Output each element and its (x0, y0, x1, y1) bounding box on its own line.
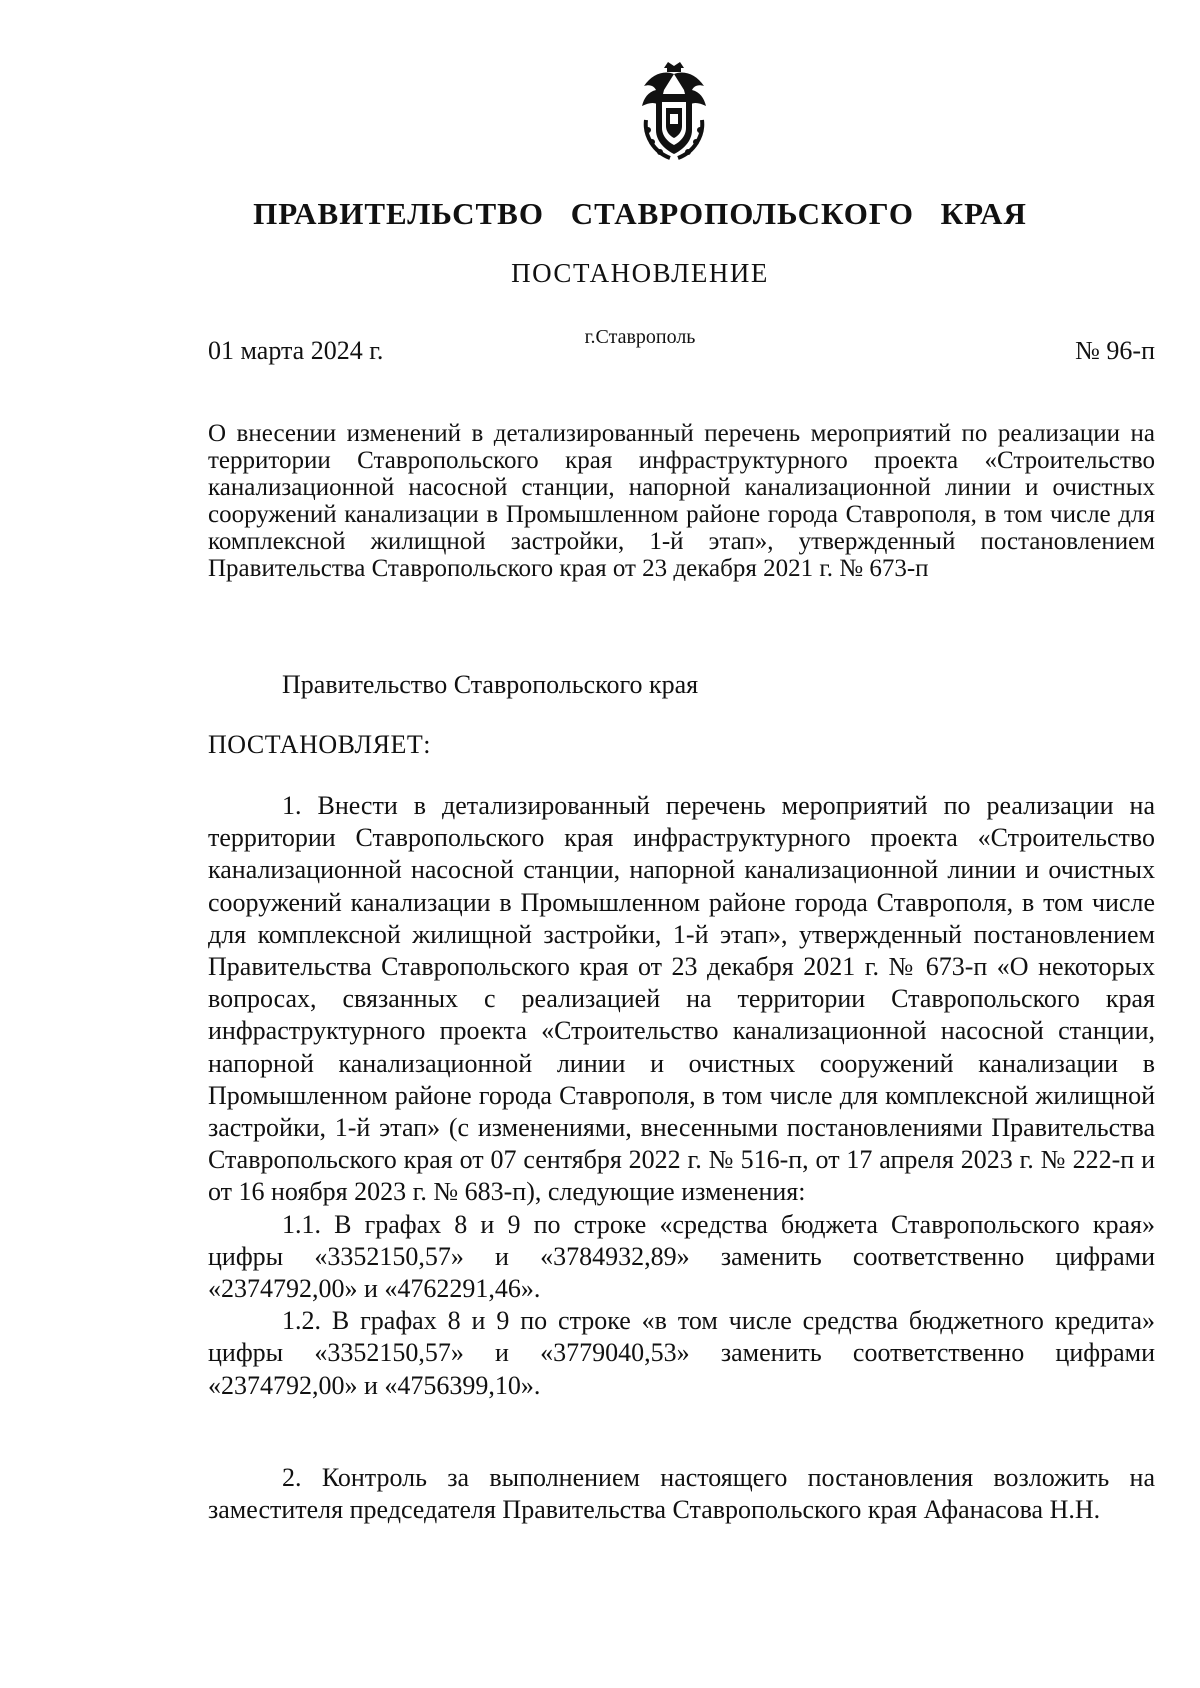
preamble: Правительство Ставропольского края (282, 670, 699, 699)
document-subject: О внесении изменений в детализированный перечень мероприятий по реализации на территории Ставропольского края инфраструктурного проекта «Строительство канализационной насосной станции, напорной канализационной линии и очистных сооружений канализации в Промышленном районе города Ставрополя, в том числе для комплексной жилищной застройки, 1-й этап», утвержденный постановлением Правительства Ставропольского края от 23 декабря 2021 г. № 673-п (208, 420, 1155, 582)
document-date: 01 марта 2024 г. (208, 336, 384, 365)
body-section-1 (208, 790, 1155, 1402)
document-type: ПОСТАНОВЛЕНИЕ (511, 258, 769, 288)
government-title: ПРАВИТЕЛЬСТВО СТАВРОПОЛЬСКОГО КРАЯ (253, 196, 1027, 231)
paragraph-1-1: 1.1. В графах 8 и 9 по строке «средства бюджета Ставропольского края» цифры «3352150,57» и «3784932,89» заменить соответственно цифрами «2374792,00» и «4762291,46». (208, 1209, 1155, 1304)
coat-of-arms-emblem (634, 60, 714, 162)
paragraph-1-2: 1.2. В графах 8 и 9 по строке «в том числе средства бюджетного кредита» цифры «3352150,57» и «3779040,53» заменить соответственно цифрами «2374792,00» и «4756399,10». (208, 1306, 1155, 1400)
resolves-heading: ПОСТАНОВЛЯЕТ: (208, 730, 431, 759)
paragraph-1: 1. Внести в детализированный перечень мероприятий по реализации на территории Ставропольского края инфраструктурного проекта «Строительство канализационной насосной станции, напорной канализационной линии и очистных сооружений канализации в Промышленном районе города Ставрополя, в том числе для комплексной жилищной застройки, 1-й этап», утвержденный постановлением Правительства Ставропольского края от 23 декабря 2021 г. № 673-п «О некоторых вопросах, связанных с реализацией на территории Ставропольского края инфраструктурного проекта «Строительство канализационной насосной станции, напорной канализационной линии и очистных сооружений канализации в Промышленном районе города Ставрополя, в том числе для комплексной жилищной застройки, 1-й этап» (с изменениями, внесенными постановлениями Правительства Ставропольского края от 07 сентября 2022 г. № 516-п, от 17 апреля 2023 г. № 222-п и от 16 ноября 2023 г. № 683-п), следующие изменения: (208, 791, 1155, 1207)
paragraph-2: 2. Контроль за выполнением настоящего постановления возложить на заместителя председателя Правительства Ставропольского края Афанасова Н.Н. (208, 1463, 1155, 1525)
document-number: № 96-п (1075, 336, 1155, 365)
document-city: г.Ставрополь (584, 326, 696, 348)
